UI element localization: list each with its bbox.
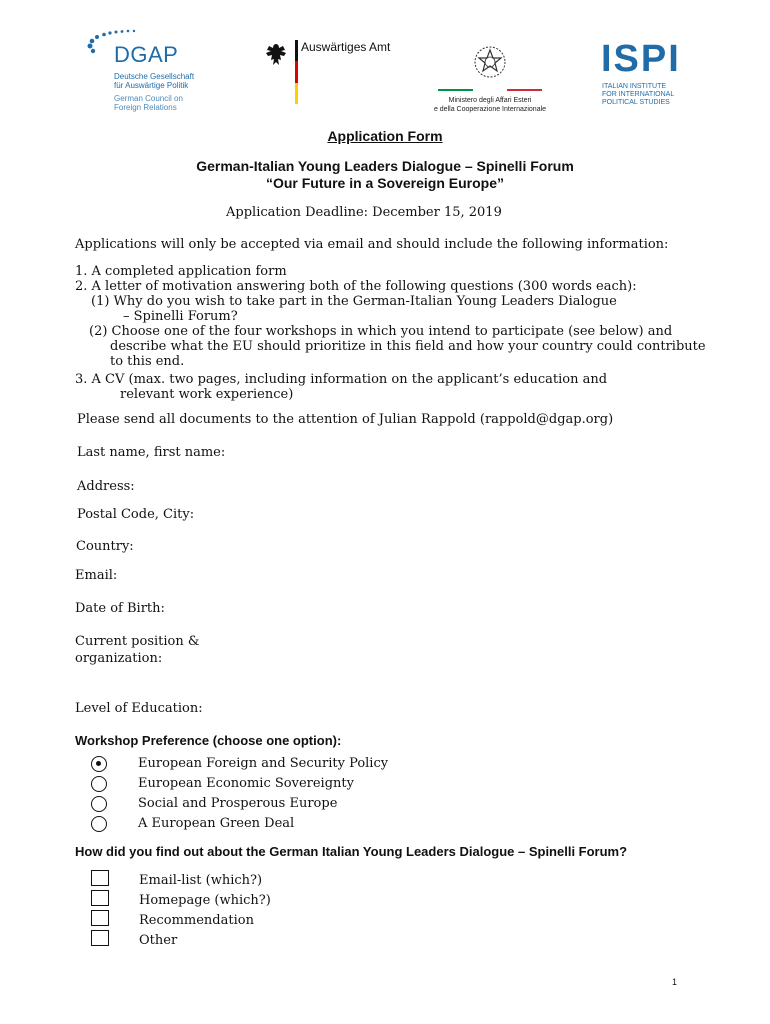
question-2-line-3: to this end.	[110, 354, 185, 369]
field-dob-label: Date of Birth:	[75, 601, 165, 616]
send-note: Please send all documents to the attention of Julian Rappold (rappold@dgap.org)	[77, 412, 614, 427]
event-title: German-Italian Young Leaders Dialogue – Spinelli Forum	[196, 158, 574, 174]
requirement-item-2: 2. A letter of motivation answering both of the following questions (300 words each):	[75, 279, 637, 294]
auswaertiges-amt-logo	[263, 40, 403, 104]
source-option-label: Recommendation	[139, 913, 254, 928]
ispi-line-3: POLITICAL STUDIES	[602, 99, 670, 106]
source-checkbox-homepage[interactable]	[91, 890, 109, 906]
question-1-line-2: – Spinelli Forum?	[123, 309, 238, 324]
auswaertiges-amt-wordmark: Auswärtiges Amt	[301, 40, 391, 54]
workshop-radio-foreign-security[interactable]	[91, 756, 107, 772]
ministero-line-1: Ministero degli Affari Esteri	[448, 97, 532, 104]
italian-flag-stripe	[438, 89, 542, 91]
workshop-radio-social-prosperous[interactable]	[91, 796, 107, 812]
dgap-subtitle-de-1: Deutsche Gesellschaft	[114, 72, 195, 81]
eagle-icon	[263, 42, 289, 68]
ministero-logo	[430, 40, 550, 116]
intro-text: Applications will only be accepted via email and should include the following information:	[75, 237, 669, 252]
source-heading: How did you find out about the German Italian Young Leaders Dialogue – Spinelli Forum?	[75, 844, 628, 859]
dgap-subtitle-de-2: für Auswärtige Politik	[114, 81, 189, 90]
flag-stripe-icon	[295, 40, 298, 104]
application-deadline: Application Deadline: December 15, 2019	[226, 205, 502, 220]
question-2-line-1: (2) Choose one of the four workshops in which you intend to participate (see below) and	[89, 324, 673, 339]
field-position-label-2: organization:	[75, 651, 163, 666]
dgap-subtitle-en-2: Foreign Relations	[114, 103, 177, 112]
workshop-radio-economic-sovereignty[interactable]	[91, 776, 107, 792]
workshop-option-label: European Economic Sovereignty	[138, 776, 354, 791]
page-number: 1	[672, 977, 678, 987]
dgap-logo	[84, 28, 224, 118]
field-education-label: Level of Education:	[75, 701, 203, 716]
source-option-label: Other	[139, 933, 178, 948]
workshop-heading: Workshop Preference (choose one option):	[75, 733, 342, 748]
field-email-label: Email:	[75, 568, 118, 583]
workshop-option-label: Social and Prosperous Europe	[138, 796, 338, 811]
question-2-line-2: describe what the EU should prioritize in this field and how your country could contribute	[110, 339, 706, 354]
form-title: Application Form	[327, 128, 443, 144]
field-position-label-1: Current position &	[75, 634, 200, 649]
field-country-label: Country:	[76, 539, 134, 554]
source-option-label: Homepage (which?)	[139, 893, 271, 908]
requirement-item-3-line-2: relevant work experience)	[120, 387, 294, 402]
question-1-line-1: (1) Why do you wish to take part in the German-Italian Young Leaders Dialogue	[91, 294, 617, 309]
emblem-icon	[470, 42, 510, 84]
field-address-label: Address:	[77, 479, 135, 494]
ispi-wordmark: ISPI	[601, 38, 681, 80]
ministero-line-2: e della Cooperazione Internazionale	[433, 106, 547, 113]
source-option-label: Email-list (which?)	[139, 873, 263, 888]
source-checkbox-email-list[interactable]	[91, 870, 109, 886]
requirement-item-1: 1. A completed application form	[75, 264, 287, 279]
requirement-item-3-line-1: 3. A CV (max. two pages, including information on the applicant’s education and	[75, 372, 608, 387]
event-subtitle: “Our Future in a Sovereign Europe”	[265, 175, 505, 191]
source-checkbox-other[interactable]	[91, 930, 109, 946]
ispi-line-1: ITALIAN INSTITUTE	[602, 83, 667, 90]
dgap-wordmark: DGAP	[114, 42, 179, 67]
source-checkbox-recommendation[interactable]	[91, 910, 109, 926]
radio-selected-dot	[96, 761, 101, 766]
workshop-option-label: European Foreign and Security Policy	[138, 756, 389, 771]
ispi-line-2: FOR INTERNATIONAL	[602, 91, 675, 98]
ispi-logo	[601, 40, 701, 110]
dgap-subtitle-en-1: German Council on	[114, 94, 183, 103]
workshop-radio-green-deal[interactable]	[91, 816, 107, 832]
field-postal-label: Postal Code, City:	[77, 507, 195, 522]
workshop-option-label: A European Green Deal	[138, 816, 295, 831]
field-name-label: Last name, first name:	[77, 445, 226, 460]
